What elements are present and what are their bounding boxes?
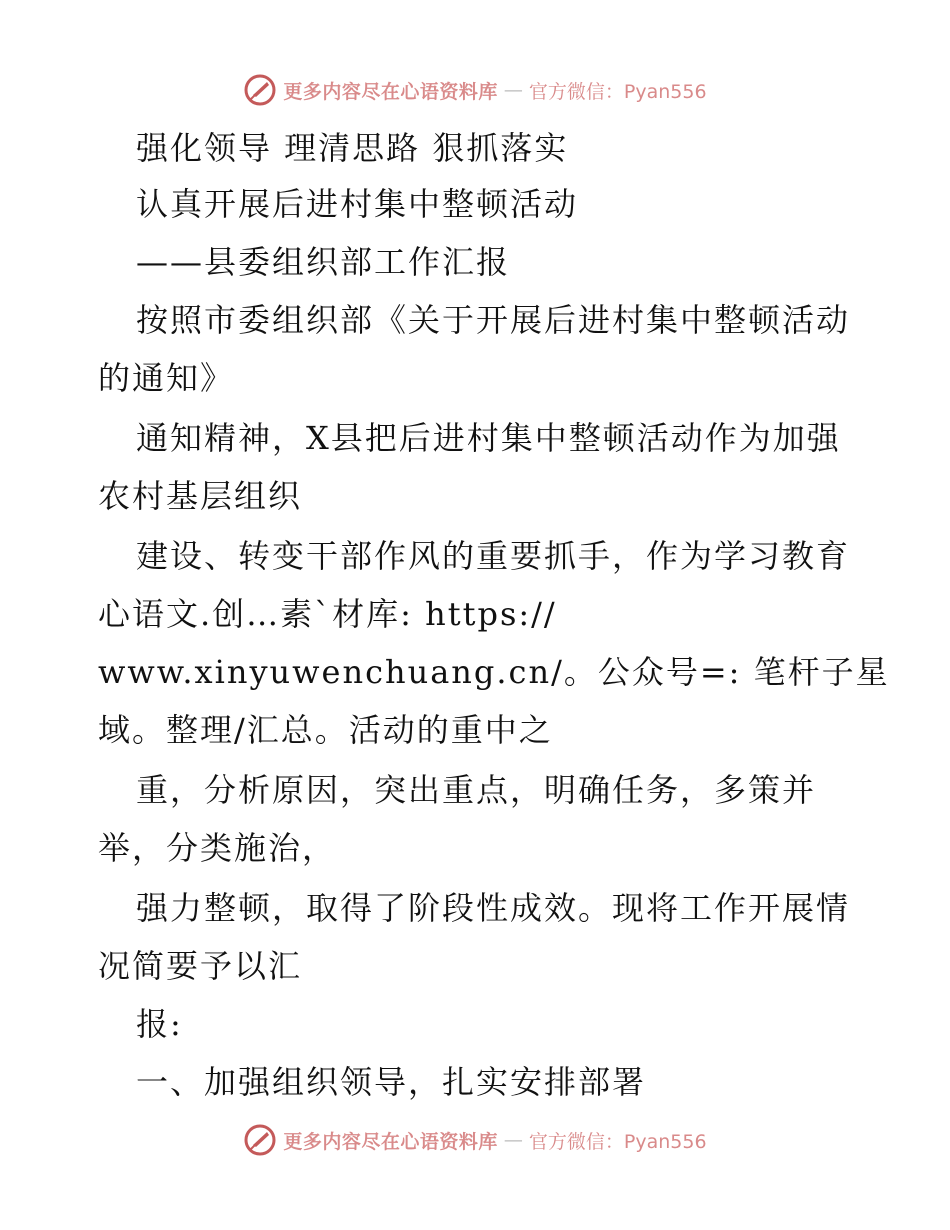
logo-icon xyxy=(243,1123,277,1157)
banner-text: 更多内容尽在心语资料库 xyxy=(283,80,498,103)
banner-dash: — xyxy=(503,1129,523,1151)
paragraph-line: 的通知》 xyxy=(98,359,235,397)
section-heading: 一、加强组织领导，扎实安排部署 xyxy=(136,1063,647,1101)
header-banner xyxy=(0,70,950,110)
paragraph-line: 建设、转变干部作风的重要抓手，作为学习教育 xyxy=(136,537,851,575)
banner-wechat: 官方微信：Pyan556 xyxy=(528,1130,707,1153)
paragraph-line: 心语文.创…素`材库: https:// xyxy=(98,595,557,633)
paragraph-line: 通知精神，X县把后进村集中整顿活动作为加强 xyxy=(136,419,841,457)
banner-wechat: 官方微信：Pyan556 xyxy=(528,80,707,103)
title-line-2: 认真开展后进村集中整顿活动 xyxy=(136,185,579,223)
paragraph-line: 报: xyxy=(136,1005,183,1043)
logo-icon xyxy=(243,73,277,107)
paragraph-line: 举，分类施治， xyxy=(98,829,337,867)
title-line-1: 强化领导 理清思路 狠抓落实 xyxy=(136,129,569,167)
footer-banner xyxy=(0,1120,950,1160)
banner-dash: — xyxy=(503,79,523,101)
subtitle-line: ——县委组织部工作汇报 xyxy=(136,243,511,281)
paragraph-line: www.xinyuwenchuang.cn/。公众号=: 笔杆子星 xyxy=(98,653,890,691)
paragraph-line: 按照市委组织部《关于开展后进村集中整顿活动 xyxy=(136,301,851,339)
banner-text: 更多内容尽在心语资料库 xyxy=(283,1130,498,1153)
paragraph-line: 强力整顿，取得了阶段性成效。现将工作开展情 xyxy=(136,889,851,927)
paragraph-line: 重，分析原因，突出重点，明确任务，多策并 xyxy=(136,771,817,809)
paragraph-line: 况简要予以汇 xyxy=(98,947,303,985)
paragraph-line: 域。整理/汇总。活动的重中之 xyxy=(98,711,553,749)
paragraph-line: 农村基层组织 xyxy=(98,477,303,515)
